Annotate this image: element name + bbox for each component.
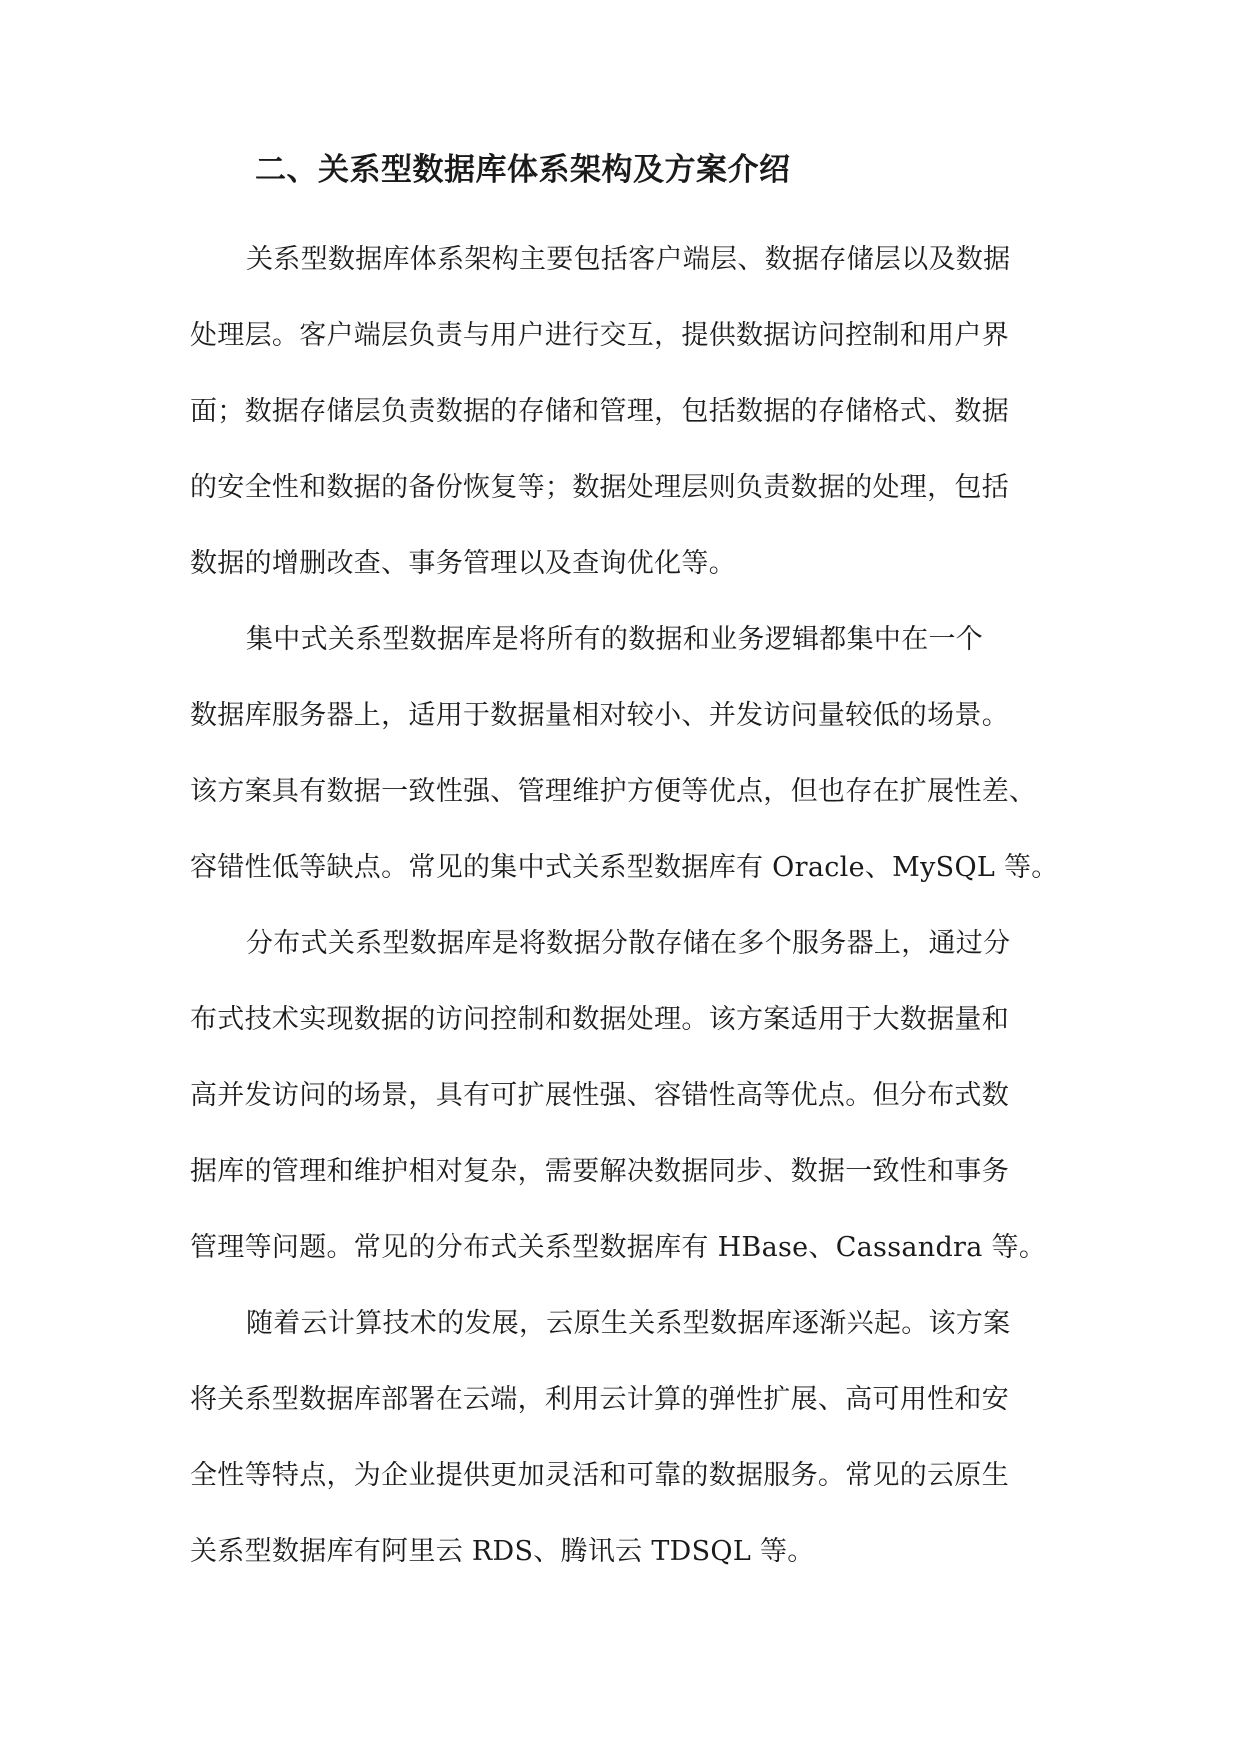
paragraph-line: 将关系型数据库部署在云端，利用云计算的弹性扩展、高可用性和安 [190,1384,1009,1415]
paragraph-line: 高并发访问的场景，具有可扩展性强、容错性高等优点。但分布式数 [190,1080,1009,1111]
paragraph-line: 据库的管理和维护相对复杂，需要解决数据同步、数据一致性和事务 [190,1156,1009,1187]
document-body [190,222,1059,1590]
paragraph-line: 集中式关系型数据库是将所有的数据和业务逻辑都集中在一个 [246,624,984,655]
paragraph-architecture [190,222,1052,602]
paragraph-line: 处理层。客户端层负责与用户进行交互，提供数据访问控制和用户界 [190,320,1009,351]
paragraph-line: 管理等问题。常见的分布式关系型数据库有 HBase、Cassandra 等。 [190,1232,1047,1263]
paragraph-line: 该方案具有数据一致性强、管理维护方便等优点，但也存在扩展性差、 [190,776,1037,807]
paragraph-line: 的安全性和数据的备份恢复等；数据处理层则负责数据的处理，包括 [190,472,1009,503]
paragraph-line: 关系型数据库体系架构主要包括客户端层、数据存储层以及数据 [246,244,1011,275]
paragraph-line: 随着云计算技术的发展，云原生关系型数据库逐渐兴起。该方案 [246,1308,1011,1339]
paragraph-line: 数据的增删改查、事务管理以及查询优化等。 [190,548,736,579]
paragraph-centralized [190,602,1059,906]
paragraph-line: 全性等特点，为企业提供更加灵活和可靠的数据服务。常见的云原生 [190,1460,1009,1491]
paragraph-line: 布式技术实现数据的访问控制和数据处理。该方案适用于大数据量和 [190,1004,1009,1035]
paragraph-line: 关系型数据库有阿里云 RDS、腾讯云 TDSQL 等。 [190,1536,815,1567]
section-title: 二、关系型数据库体系架构及方案介绍 [255,152,791,188]
paragraph-line: 数据库服务器上，适用于数据量相对较小、并发访问量较低的场景。 [190,700,1009,731]
paragraph-line: 分布式关系型数据库是将数据分散存储在多个服务器上，通过分 [246,928,1011,959]
paragraph-line: 容错性低等缺点。常见的集中式关系型数据库有 Oracle、MySQL 等。 [190,852,1059,883]
paragraph-line: 面；数据存储层负责数据的存储和管理，包括数据的存储格式、数据 [190,396,1009,427]
paragraph-distributed [190,906,1052,1286]
paragraph-cloud-native [190,1286,1052,1590]
